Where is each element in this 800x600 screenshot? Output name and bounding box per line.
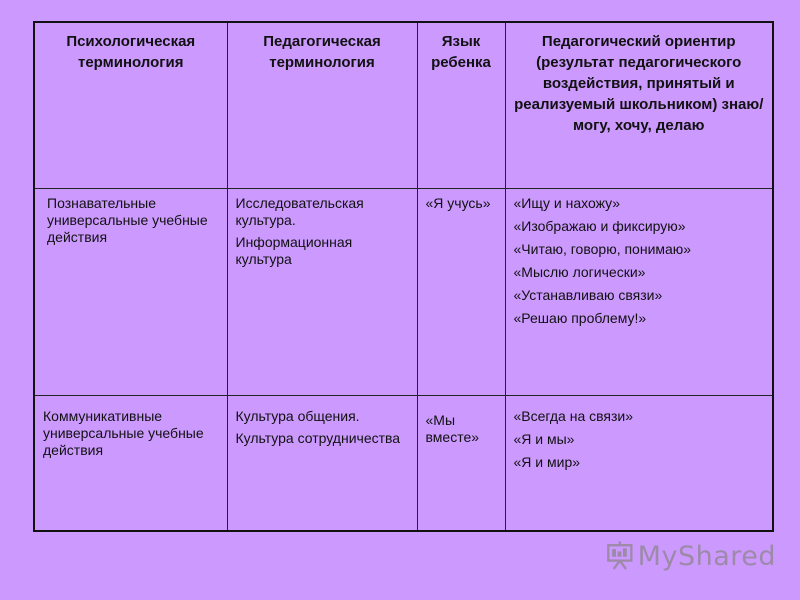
- table-row: [34, 188, 773, 395]
- guideline-item: «Читаю, говорю, понимаю»: [513, 240, 692, 257]
- cell-line: Информационная культура: [235, 233, 353, 267]
- watermark-logo: [606, 536, 776, 576]
- cell-child-language: [417, 395, 505, 531]
- cell-line: Культура сотрудничества: [235, 429, 401, 446]
- cell-text: Познавательные универсальные учебные действия: [47, 194, 208, 245]
- guideline-item: «Устанавливаю связи»: [513, 286, 663, 303]
- guideline-item: «Ищу и нахожу»: [513, 194, 621, 211]
- cell-pedagogical: [227, 188, 417, 395]
- cell-text: Коммуникативные универсальные учебные действия: [43, 407, 204, 458]
- cell-guidelines: [505, 188, 773, 395]
- header-child-language: Язык ребенка: [417, 22, 505, 188]
- guideline-item: «Решаю проблему!»: [513, 309, 647, 326]
- cell-line: Культура общения.: [235, 407, 360, 424]
- table-header-row: [34, 22, 773, 188]
- cell-pedagogical: [227, 395, 417, 531]
- cell-guidelines: [505, 395, 773, 531]
- terminology-table: [33, 21, 774, 532]
- table-row: [34, 395, 773, 531]
- cell-text: «Мы вместе»: [425, 411, 480, 445]
- guideline-item: «Всегда на связи»: [513, 407, 634, 424]
- cell-psychological: [34, 395, 227, 531]
- presentation-board-icon: [606, 537, 634, 575]
- header-guideline: Педагогический ориентир (результат педагогического воздействия, принятый и реализуемый школьником) знаю/могу, хочу, делаю: [505, 22, 773, 188]
- guideline-item: «Я и мир»: [513, 453, 581, 470]
- header-pedagogical: Педагогическая терминология: [227, 22, 417, 188]
- cell-psychological: [34, 188, 227, 395]
- cell-child-language: [417, 188, 505, 395]
- guideline-item: «Мыслю логически»: [513, 263, 646, 280]
- cell-text: «Я учусь»: [425, 194, 491, 211]
- cell-line: Исследовательская культура.: [235, 194, 364, 228]
- guideline-item: «Я и мы»: [513, 430, 575, 447]
- header-psychological: Психологическая терминология: [34, 22, 227, 188]
- watermark-text: MyShared: [637, 540, 776, 572]
- guideline-item: «Изображаю и фиксирую»: [513, 217, 686, 234]
